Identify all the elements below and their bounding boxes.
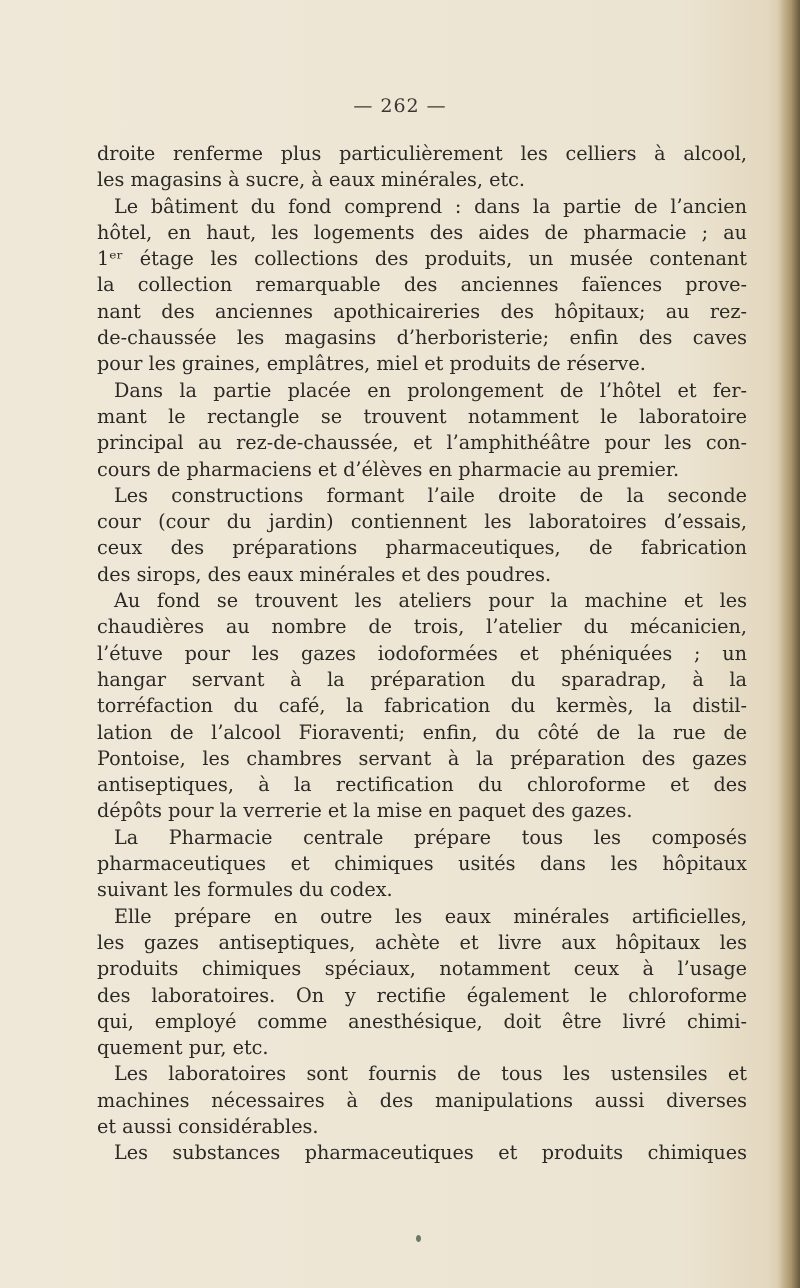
text-line: Le bâtiment du fond comprend : dans la partie de l’ancien bbox=[114, 194, 747, 218]
text-line: nant des anciennes apothicaireries des hôpitaux; au rez- bbox=[97, 299, 747, 323]
text-line: Les laboratoires sont fournis de tous les ustensiles et bbox=[114, 1062, 747, 1086]
text-line: de-chaussée les magasins d’herboristerie; enfin des caves bbox=[97, 326, 747, 350]
text-line: chaudières au nombre de trois, l’atelier du mécanicien, bbox=[97, 615, 747, 639]
text-line: ceux des préparations pharmaceutiques, de fabrication bbox=[97, 536, 747, 560]
page-edge-shadow bbox=[778, 0, 800, 1288]
text-line: droite renferme plus particulièrement les celliers à alcool, bbox=[97, 142, 747, 165]
text-line: cour (cour du jardin) contiennent les laboratoires d’essais, bbox=[97, 510, 747, 534]
text-line: les magasins à sucre, à eaux minérales, etc. bbox=[97, 168, 526, 192]
text-line: hôtel, en haut, les logements des aides de pharmacie ; au bbox=[97, 220, 747, 244]
text-line: suivant les formules du codex. bbox=[97, 878, 393, 902]
text-line: quement pur, etc. bbox=[97, 1036, 269, 1060]
text-line: cours de pharmaciens et d’élèves en pharmacie au premier. bbox=[97, 457, 680, 481]
text-line: Au fond se trouvent les ateliers pour la machine et les bbox=[114, 589, 747, 613]
text-line: principal au rez-de-chaussée, et l’amphithéâtre pour les con- bbox=[97, 431, 747, 455]
text-line: hangar servant à la préparation du sparadrap, à la bbox=[97, 667, 747, 691]
text-line: pour les graines, emplâtres, miel et produits de réserve. bbox=[97, 352, 646, 376]
text-line: mant le rectangle se trouvent notamment le laboratoire bbox=[97, 404, 747, 428]
text-line: antiseptiques, à la rectification du chloroforme et des bbox=[97, 773, 747, 797]
text-line: l’étuve pour les gazes iodoformées et phéniquées ; un bbox=[97, 641, 747, 665]
text-line: La Pharmacie centrale prépare tous les composés bbox=[114, 825, 747, 849]
ink-spot bbox=[416, 1235, 421, 1242]
text-line: les gazes antiseptiques, achète et livre aux hôpitaux les bbox=[97, 930, 747, 954]
text-line: machines nécessaires à des manipulations aussi diverses bbox=[97, 1088, 747, 1112]
text-line: la collection remarquable des anciennes faïences prove- bbox=[97, 273, 747, 297]
text-line: Les substances pharmaceutiques et produits chimiques bbox=[114, 1141, 747, 1165]
text-line: qui, employé comme anesthésique, doit être livré chimi- bbox=[97, 1009, 747, 1033]
text-line: des laboratoires. On y rectifie également le chloroforme bbox=[97, 983, 747, 1007]
text-line: pharmaceutiques et chimiques usités dans les hôpitaux bbox=[97, 852, 747, 876]
text-line: Les constructions formant l’aile droite de la seconde bbox=[114, 483, 747, 507]
text-line: 1ᵉʳ étage les collections des produits, un musée contenant bbox=[97, 247, 747, 271]
body-text bbox=[97, 141, 747, 1167]
text-line: torréfaction du café, la fabrication du kermès, la distil- bbox=[97, 694, 747, 718]
text-line: dépôts pour la verrerie et la mise en paquet des gazes. bbox=[97, 799, 633, 823]
text-line: des sirops, des eaux minérales et des poudres. bbox=[97, 562, 552, 586]
text-line: lation de l’alcool Fioraventi; enfin, du côté de la rue de bbox=[97, 720, 747, 744]
text-line: Pontoise, les chambres servant à la préparation des gazes bbox=[97, 746, 747, 770]
text-line: et aussi considérables. bbox=[97, 1114, 319, 1138]
text-line: Dans la partie placée en prolongement de l’hôtel et fer- bbox=[114, 378, 747, 402]
text-line: produits chimiques spéciaux, notamment ceux à l’usage bbox=[97, 957, 747, 981]
page-number: — 262 — bbox=[353, 95, 447, 117]
text-line: Elle prépare en outre les eaux minérales artificielles, bbox=[114, 904, 747, 928]
